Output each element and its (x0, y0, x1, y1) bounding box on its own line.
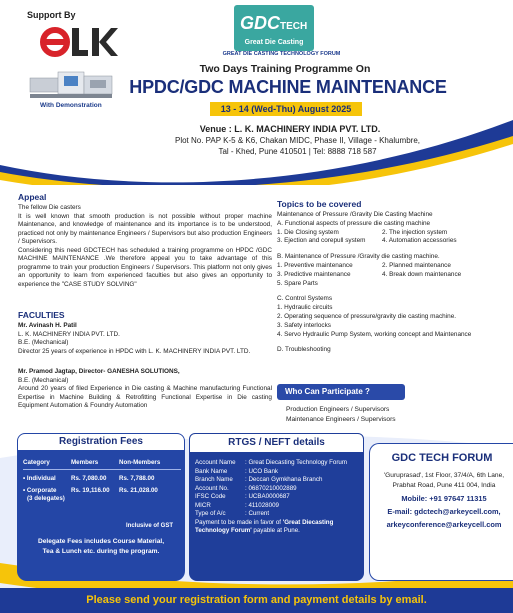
fee-non-members: Rs. 7,788.00 (119, 475, 155, 482)
table-row (23, 475, 181, 482)
fee-category: • Corporate (23, 487, 57, 494)
page-title: HPDC/GDC MACHINE MAINTENANCE (129, 77, 447, 97)
payment-note-post: payable at Pune. (251, 527, 300, 534)
topic-c: C. Control Systems (277, 295, 333, 303)
topic-d: D. Troubleshooting (277, 346, 331, 354)
faculty-1-name: Mr. Avinash H. Patil (18, 322, 77, 329)
appeal-body (18, 204, 272, 289)
topic-c3: 3. Safety interlocks (277, 321, 331, 329)
registration-fees-table (23, 459, 181, 502)
svg-text:TECH: TECH (280, 21, 308, 32)
with-demonstration-label: With Demonstration (40, 102, 102, 109)
rtgs-neft-panel (189, 433, 364, 581)
bank-field-value: : 411028009 (245, 501, 279, 509)
bank-field-label: Type of A/c (195, 510, 226, 517)
topic-b4: 4. Break down maintenance (382, 270, 462, 278)
address-line-1: 'Guruprasad', 1st Floor, 37/4/A, 6th Lane, (383, 472, 505, 479)
topic-b: B. Maintenance of Pressure /Gravity die casting machine. (277, 253, 440, 261)
svg-text:GDC: GDC (240, 13, 280, 33)
faculty-2 (18, 368, 272, 411)
appeal-heading: Appeal (18, 192, 47, 202)
faculty-1-org: L. K. MACHINERY INDIA PVT. LTD. (18, 330, 120, 338)
topic-b5: 5. Spare Parts (277, 279, 318, 287)
event-date-banner: 13 - 14 (Wed-Thu) August 2025 (210, 102, 362, 116)
participant-item-1: Production Engineers / Supervisors (286, 406, 390, 413)
col-non-members: Non-Members (119, 459, 161, 466)
gdc-forum-title: GDC TECH FORUM (391, 452, 493, 464)
venue-heading: Venue : L. K. MACHINERY INDIA PVT. LTD. (199, 124, 381, 134)
support-by-label: Support By (27, 10, 76, 20)
gdc-tech-logo (234, 5, 314, 51)
fee-non-members: Rs. 21,028.00 (119, 487, 158, 494)
list-item (195, 485, 360, 494)
list-item (195, 468, 360, 477)
gdc-forum-contact-panel (369, 443, 513, 581)
topic-a1: 1. Die Closing system (277, 228, 339, 236)
bank-field-label: IFSC Code (195, 493, 226, 500)
machine-image (28, 64, 116, 102)
faculty-2-degree: B.E. (Mechanical) (18, 376, 69, 384)
venue-address-line-2: Tal - Khed, Pune 410501 | Tel: 8888 718 587 (218, 147, 377, 156)
who-can-participate-heading: Who Can Participate ? (277, 384, 405, 400)
gdc-email-2[interactable]: arkeyconference@arkeycell.com (386, 520, 502, 529)
gdc-mobile: Mobile: +91 97647 11315 (401, 494, 487, 503)
bank-field-value: : 06870210002889 (245, 484, 297, 492)
topic-intro: Maintenance of Pressure /Gravity Die Casting Machine (277, 211, 433, 218)
delegate-note-line-2: Tea & Lunch etc. during the program. (42, 548, 160, 555)
fee-members: Rs. 7,080.00 (71, 475, 107, 482)
topic-b2: 2. Planned maintenance (382, 261, 451, 269)
topic-a3: 3. Ejection and corepull system (277, 237, 366, 245)
bank-details-list (195, 459, 360, 536)
appeal-paragraph-2: Considering this need GDCTECH has scheduled a training programme on HPDC /GDC MACHINE MAINTENANCE .We therefore appeal you to take advantage of this programme to train your production Engineers / Supervisors. This platform not only gives an opportunity to learn from experienced faculties but also gives an opportunity to experience the "CASE STUDY SOLVING" (18, 246, 272, 288)
bank-field-label: MICR (195, 501, 211, 509)
list-item (195, 493, 360, 502)
topic-c1: 1. Hydraulic circuits (277, 304, 333, 312)
bank-field-value: : Current (245, 510, 270, 517)
bank-field-value: : Great Diecasting Technology Forum (245, 459, 348, 466)
venue-address-line-1: Plot No. PAP K-5 & K6, Chakan MIDC, Phase II, Village - Khalumbre, (174, 136, 420, 145)
topics-heading: Topics to be covered (277, 199, 362, 209)
forum-tagline: GREAT DIE CASTING TECHNOLOGY FORUM (222, 51, 341, 57)
registration-fees-panel (17, 433, 185, 581)
bank-field-value: : UCO Bank (245, 467, 279, 475)
address-line-2: Prabhat Road, Pune 411 004, India (392, 481, 496, 489)
topic-c4: 4. Servo Hydraulic Pump System, working concept and Maintenance (277, 330, 472, 338)
footer-banner: Please send your registration form and payment details by email. (0, 588, 513, 613)
participant-list (286, 405, 396, 425)
faculty-2-name: Mr. Pramod Jagtap, Director- GANESHA SOLUTIONS, (18, 368, 180, 375)
programme-subtitle: Two Days Training Programme On (199, 63, 371, 75)
delegate-note-line-1: Delegate Fees includes Course Material, (37, 538, 165, 545)
delegate-fees-note (17, 537, 185, 557)
appeal-paragraph-1: It is well known that smooth production is not possible without proper machine Maintenance, and knowledge of maintenance and its importance is to be understood, practiced not only by maintenance Engineers / Supervisors but also production Engineers / Supervisors. (18, 212, 272, 245)
payment-note-payee: 'Great Diecasting Technology Forum' (195, 518, 334, 534)
table-row (23, 487, 181, 494)
topic-b3: 3. Predictive maintenance (277, 270, 351, 278)
participant-item-2: Maintenance Engineers / Supervisors (286, 416, 396, 423)
bank-field-value: : UCBA0000687 (245, 493, 290, 500)
faculties-heading: FACULTIES (18, 310, 65, 320)
bank-field-label: Branch Name (195, 476, 233, 483)
bank-field-value: : Deccan Gymkhana Branch (245, 476, 323, 483)
payment-note (195, 519, 360, 536)
appeal-salutation: The fellow Die casters (18, 204, 81, 211)
bank-field-label: Bank Name (195, 467, 228, 475)
topic-c2: 2. Operating sequence of pressure/gravity die casting machine. (277, 312, 457, 320)
list-item (195, 476, 360, 485)
faculty-2-desc: Around 20 years of filed Experience in Die casting & Machine manufacturing Functional Expertise in Machine Building & Retrofitting Functional Expertise in Die casting Equipment Automation & Foundry Automation (18, 385, 272, 409)
col-members: Members (71, 459, 99, 466)
col-category: Category (23, 459, 50, 466)
faculty-1-desc: Director 25 years of experience in HPDC with L. K. MACHINERY INDIA PVT. LTD. (18, 347, 251, 355)
topic-a4: 4. Automation accessories (382, 237, 457, 245)
topic-a2: 2. The injection system (382, 228, 448, 236)
topic-b1: 1. Preventive maintenance (277, 261, 353, 269)
topic-a: A. Functional aspects of pressure die casting machine (277, 219, 431, 227)
topic-b-row-2 (277, 271, 502, 280)
topic-a-row-1 (277, 229, 502, 238)
topic-a-row-2 (277, 237, 502, 246)
list-item (195, 459, 360, 468)
svg-text:Great Die Casting: Great Die Casting (244, 39, 304, 46)
payment-note-pre: Payment to be made in favor of (195, 518, 283, 526)
bank-field-label: Account No. (195, 484, 229, 492)
fees-table-header (23, 459, 181, 470)
list-item (195, 510, 360, 519)
faculty-1 (18, 322, 272, 356)
gdc-email-1[interactable]: E-mail: gdctech@arkeycell.com, (387, 507, 501, 516)
topics-list (277, 211, 502, 355)
registration-fees-title: Registration Fees (17, 433, 185, 451)
topic-b-row-1 (277, 262, 502, 271)
fee-category: • Individual (23, 475, 56, 482)
inclusive-gst-note: Inclusive of GST (125, 523, 173, 529)
bank-field-label: Account Name (195, 459, 236, 466)
list-item (195, 502, 360, 511)
faculty-1-degree: B.E. (Mechanical) (18, 339, 69, 346)
gdc-forum-address (374, 471, 513, 490)
rtgs-neft-title: RTGS / NEFT details (189, 433, 364, 453)
corporate-delegates-note: (3 delegates) (27, 495, 65, 502)
fee-members: Rs. 19,116.00 (71, 487, 110, 494)
